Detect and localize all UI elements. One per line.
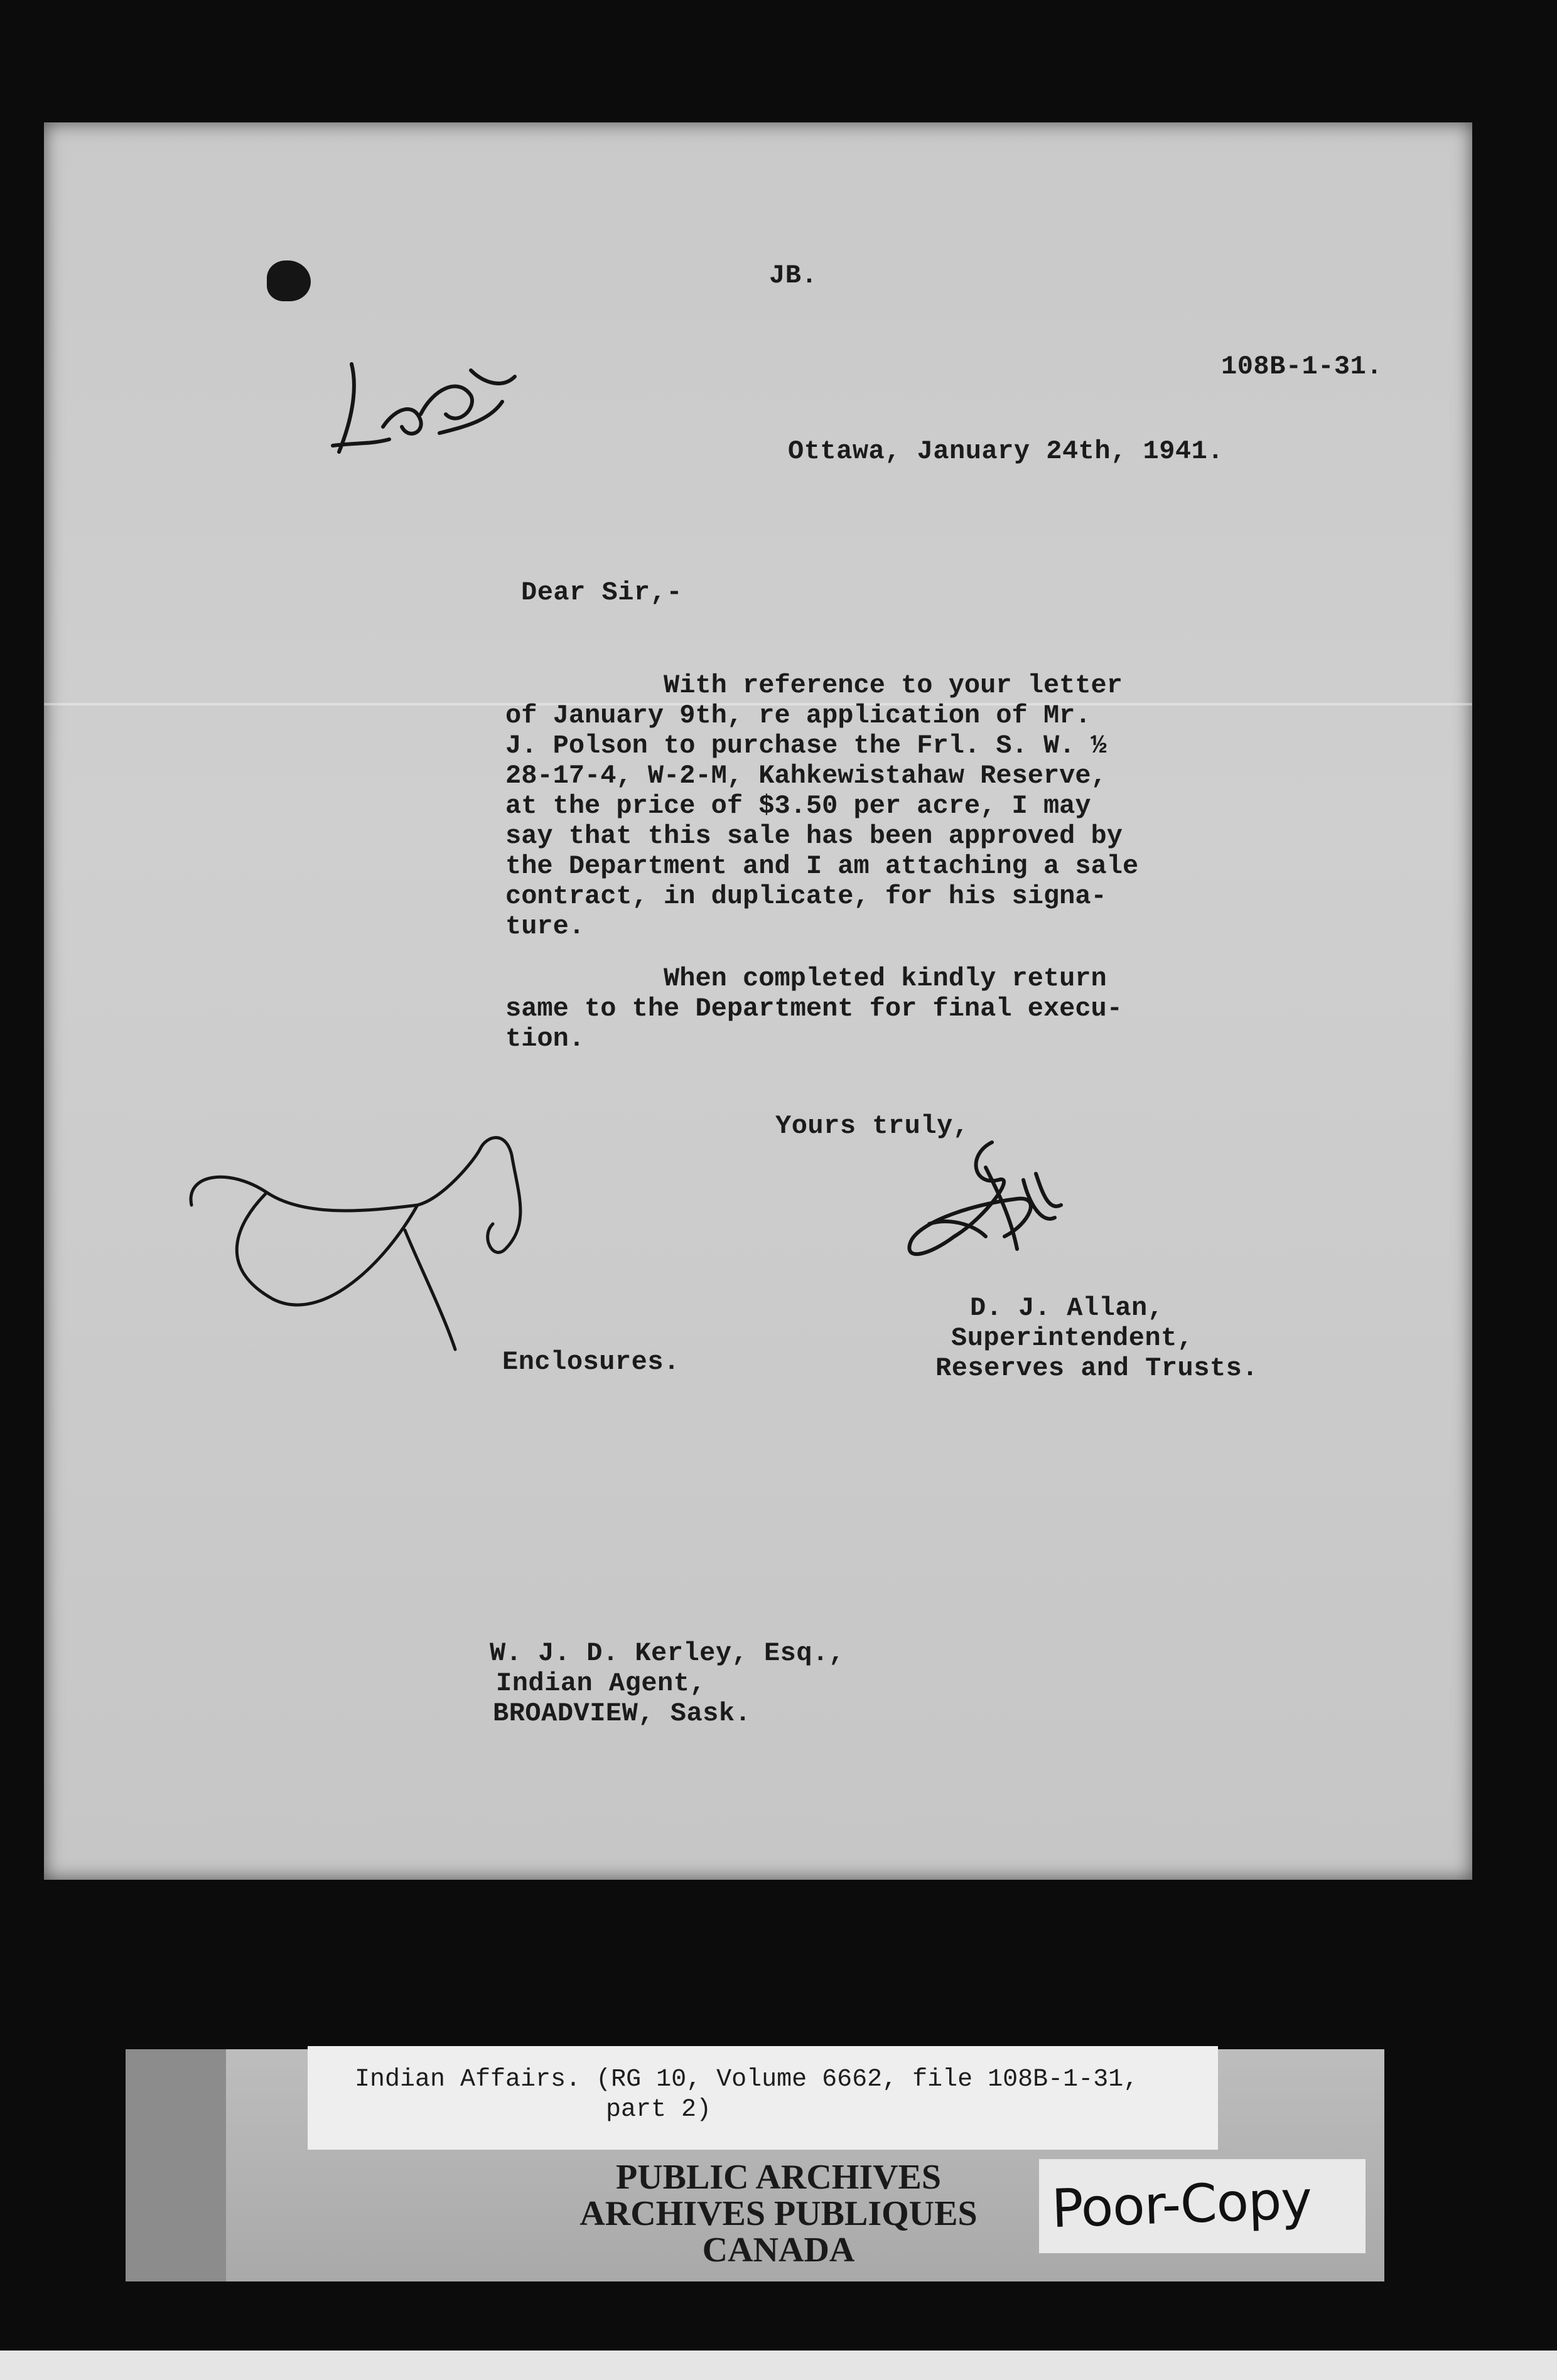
bottom-band <box>0 2351 1557 2380</box>
signatory-department: Reserves and Trusts. <box>935 1353 1259 1383</box>
enclosures-note: Enclosures. <box>502 1347 680 1377</box>
ink-blot <box>267 260 311 301</box>
archive-reference-line-1: Indian Affairs. (RG 10, Volume 6662, file 108B-1-31, <box>355 2066 1139 2094</box>
recipient-name: W. J. D. Kerley, Esq., <box>490 1638 845 1668</box>
handwritten-signature <box>892 1130 1080 1280</box>
salutation: Dear Sir,- <box>521 577 683 608</box>
stamp-line-2: ARCHIVES PUBLIQUES <box>579 2194 978 2233</box>
stamp-line-3: CANADA <box>702 2231 855 2270</box>
body-line: tion. <box>505 1024 585 1054</box>
handwritten-initials-left <box>179 1123 568 1375</box>
place-date: Ottawa, January 24th, 1941. <box>788 436 1224 466</box>
signatory-name: D. J. Allan, <box>970 1293 1164 1323</box>
body-line: say that this sale has been approved by <box>505 821 1123 851</box>
body-line: same to the Department for final execu- <box>505 994 1123 1024</box>
body-line: With reference to your letter <box>505 670 1123 700</box>
body-line: the Department and I am attaching a sale <box>505 851 1139 881</box>
body-line: of January 9th, re application of Mr. <box>505 700 1091 731</box>
body-paragraph-2 <box>505 963 1123 1054</box>
body-paragraph-1 <box>505 670 1138 941</box>
file-number: 108B-1-31. <box>1221 351 1383 382</box>
archive-reference-line-2: part 2) <box>606 2096 712 2124</box>
body-line: ture. <box>505 911 585 941</box>
typist-initials: JB. <box>769 260 818 291</box>
signatory-title: Superintendent, <box>951 1323 1193 1353</box>
body-line: 28-17-4, W-2-M, Kahkewistahaw Reserve, <box>505 761 1107 791</box>
archive-reference <box>355 2065 1138 2125</box>
body-line: at the price of $3.50 per acre, I may <box>505 791 1091 821</box>
body-line: J. Polson to purchase the Frl. S. W. ½ <box>505 731 1107 761</box>
archive-strip-shadow <box>126 2049 226 2281</box>
body-line: contract, in duplicate, for his signa- <box>505 881 1107 911</box>
body-line: When completed kindly return <box>505 963 1107 994</box>
closing: Yours truly, <box>775 1111 969 1141</box>
recipient-location: BROADVIEW, Sask. <box>493 1698 752 1729</box>
stamp-line-1: PUBLIC ARCHIVES <box>615 2158 942 2197</box>
poor-copy-note: Poor-Copy <box>1050 2168 1313 2240</box>
handwritten-initial-mark <box>314 333 527 464</box>
recipient-title: Indian Agent, <box>496 1668 706 1698</box>
archives-stamp <box>540 2159 1017 2268</box>
